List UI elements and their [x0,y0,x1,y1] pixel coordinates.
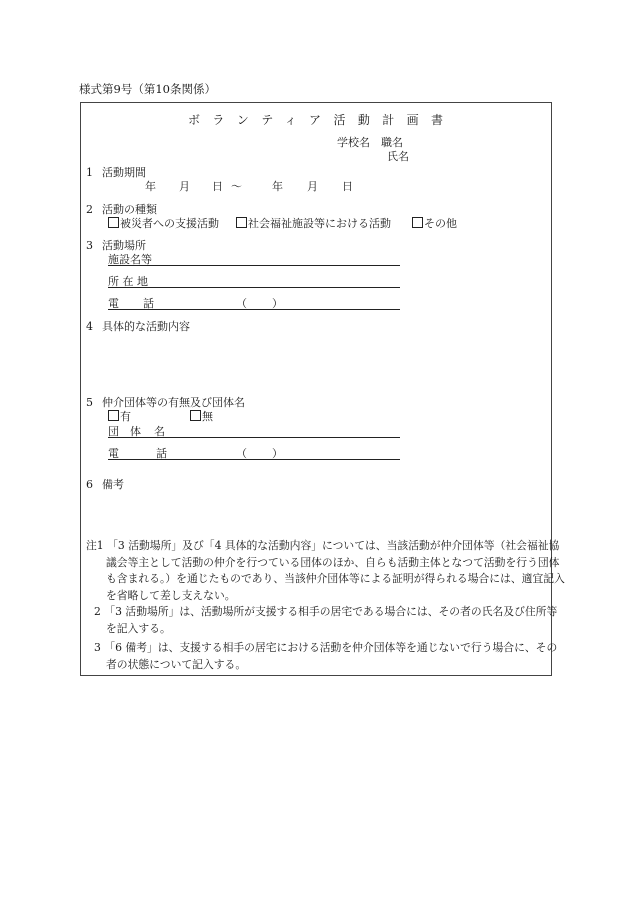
option-no[interactable] [190,410,213,424]
job-title-label: 職名 [381,136,403,149]
option-no-label: 無 [202,410,213,423]
end-day-label: 日 [342,180,353,193]
phone-paren-open: （ [236,297,247,310]
activity-details-area[interactable] [102,336,532,390]
group-phone-field[interactable] [108,459,400,460]
option-welfare-facility-label: 社会福祉施設等における活動 [248,217,391,230]
checkbox-icon[interactable] [108,410,119,421]
option-disaster-support-label: 被災者への支援活動 [120,217,219,230]
name-label: 氏名 [387,150,409,163]
address-label: 所 在 地 [108,275,148,288]
note-2: 2 「3 活動場所」は、活動場所が支援する相手の居宅である場合には、その者の氏名及び住所等を記入する。 [94,605,558,635]
school-label: 学校名 [337,136,370,149]
place-phone-field[interactable] [108,309,400,310]
checkbox-icon[interactable] [412,217,423,228]
section-1-heading: 活動期間 [102,166,146,179]
group-phone-label-char-1: 電 [108,447,119,460]
option-yes-label: 有 [120,410,131,423]
start-year-label: 年 [145,180,156,193]
phone-label-char-2: 話 [143,297,154,310]
section-5-number: 5 [86,396,93,409]
section-4-heading: 具体的な活動内容 [102,320,190,333]
note-1: 注1 「3 活動場所」及び「4 具体的な活動内容」については、当該活動が仲介団体等（社会福祉協議会等主として活動の仲介を行つている団体のほか、自らも活動主体となつて活動を行う団体も含まれる。）を通じたものであり、当該仲介団体等による証明が得られる場合には、適宜記入を省略して差し支えない。 [86,539,565,602]
section-6-heading: 備考 [102,478,124,491]
address-field[interactable] [108,287,400,288]
group-label-char-2: 体 [130,425,141,438]
remarks-area[interactable] [102,494,532,530]
checkbox-icon[interactable] [108,217,119,228]
note-3: 3 「6 備考」は、支援する相手の居宅における活動を仲介団体等を通じないで行う場合に、その者の状態について記入する。 [94,641,558,671]
option-welfare-facility[interactable] [236,217,391,231]
form-title: ボランティア活動計画書 [188,113,456,127]
start-day-label: 日 [212,180,223,193]
checkbox-icon[interactable] [190,410,201,421]
end-year-label: 年 [272,180,283,193]
end-month-label: 月 [307,180,318,193]
checkbox-icon[interactable] [236,217,247,228]
option-disaster-support[interactable] [108,217,219,231]
phone-label-char-1: 電 [108,297,119,310]
option-other-label: その他 [424,217,457,230]
section-1-number: 1 [86,166,93,179]
form-code: 様式第9号（第10条関係） [79,82,216,96]
group-name-field[interactable] [108,437,400,438]
group-label-char-3: 名 [154,425,165,438]
phone-paren-close: ） [272,297,283,310]
section-3-number: 3 [86,239,93,252]
section-4-number: 4 [86,320,93,333]
section-2-number: 2 [86,203,93,216]
facility-name-field[interactable] [108,265,400,266]
period-tilde: ～ [231,180,242,193]
group-label-char-1: 団 [108,425,119,438]
section-2-heading: 活動の種類 [102,203,157,216]
option-yes[interactable] [108,410,131,424]
section-3-heading: 活動場所 [102,239,146,252]
option-other[interactable] [412,217,457,231]
facility-name-label: 施設名等 [108,253,152,266]
section-5-heading: 仲介団体等の有無及び団体名 [102,396,245,409]
section-6-number: 6 [86,478,93,491]
start-month-label: 月 [179,180,190,193]
group-phone-paren-close: ） [272,447,283,460]
group-phone-label-char-2: 話 [156,447,167,460]
group-phone-paren-open: （ [236,447,247,460]
